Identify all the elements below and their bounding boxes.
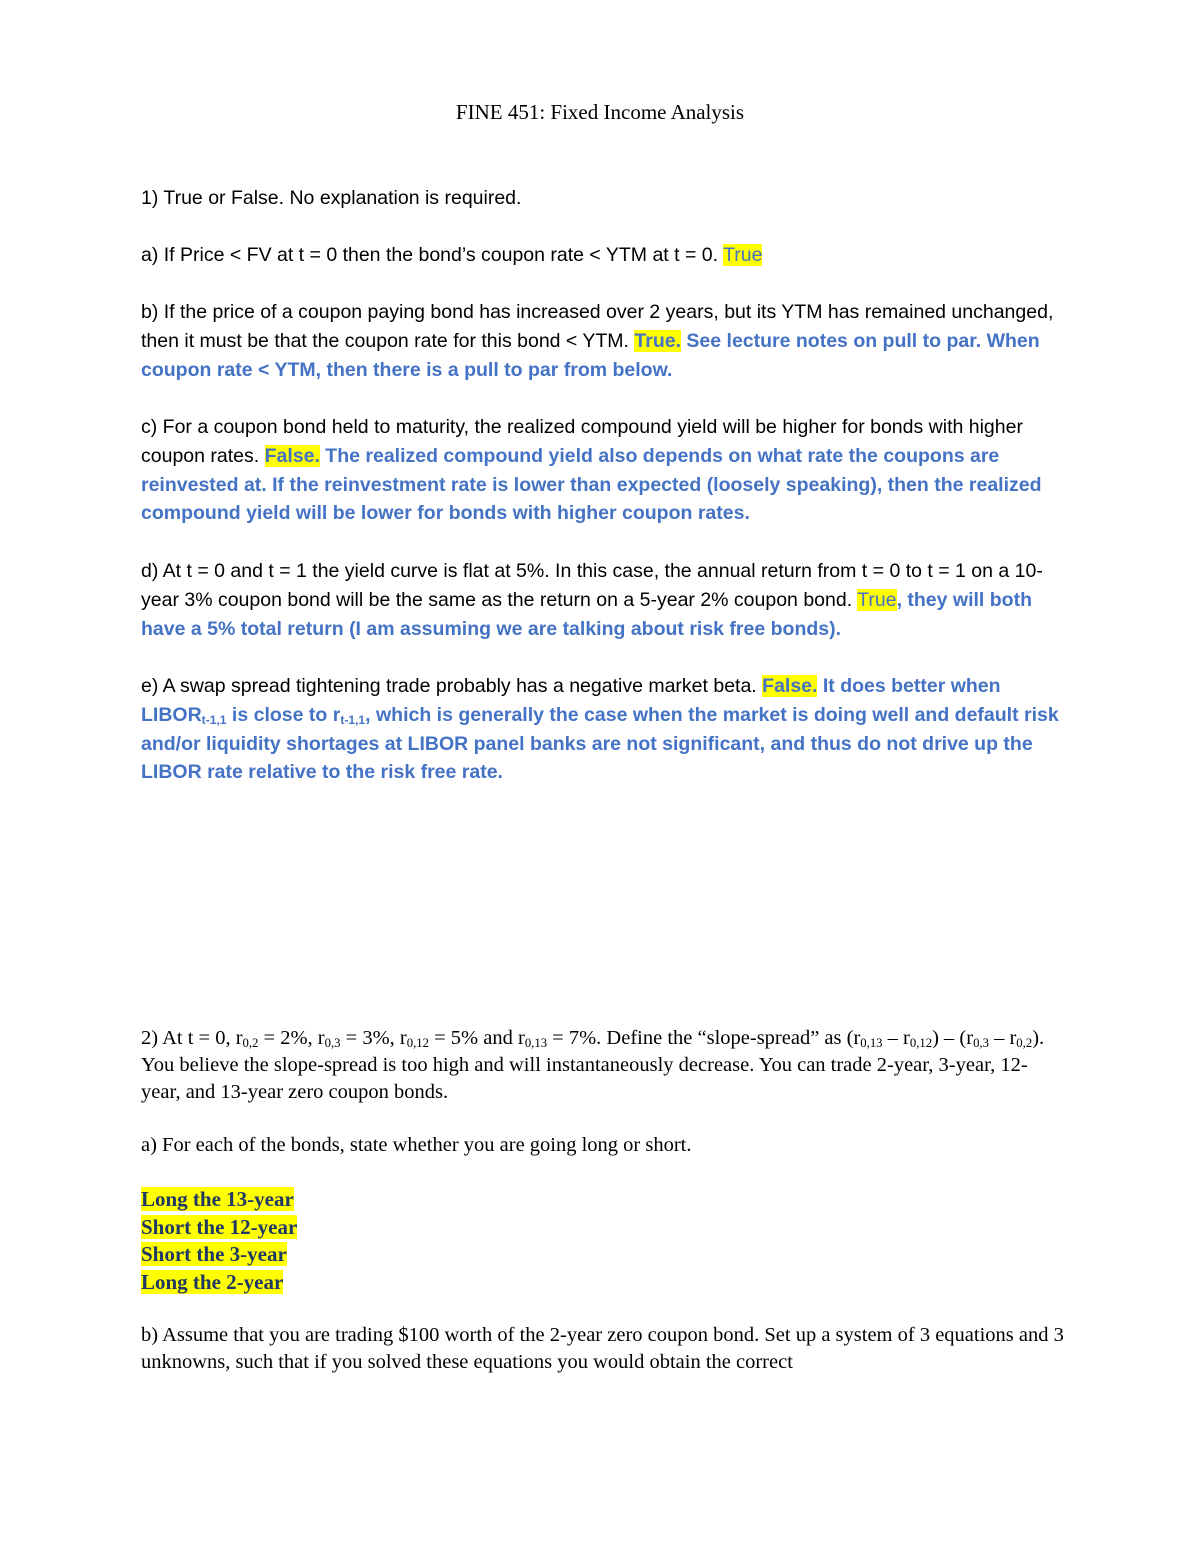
q1-b-answer: True. [634, 329, 681, 352]
q1-d-explanation: , they will both have a 5% total return (I am assuming we are talking about risk free bonds). [141, 588, 1032, 640]
q2-answer-3: Short the 3-year [141, 1242, 287, 1266]
q1-d [141, 557, 1066, 643]
q2-answer-1: Long the 13-year [141, 1187, 294, 1211]
q1-c-text: c) For a coupon bond held to maturity, the realized compound yield will be higher for bonds with higher coupon rates. [141, 416, 1023, 467]
q1-e-sub-2: t-1,1 [340, 712, 366, 727]
q2-subscript: 0,3 [324, 1036, 341, 1051]
list-item [141, 1214, 297, 1242]
q1-e-text: e) A swap spread tightening trade probably has a negative market beta. [141, 675, 763, 697]
q2-answer-2: Short the 12-year [141, 1214, 298, 1239]
q1-b-text: b) If the price of a coupon paying bond has increased over 2 years, but its YTM has remained unchanged, then it must be that the coupon rate for this bond < YTM. [141, 301, 1054, 352]
q1-b [141, 298, 1066, 384]
list-item [141, 1241, 297, 1269]
q2-b: b) Assume that you are trading $100 worth of the 2-year zero coupon bond. Set up a system of 3 equations and 3 unknowns, such that if you solved these equations you would obtain the correct [141, 1324, 1064, 1373]
q2-intro-part: = 5% and r [428, 1027, 525, 1049]
q1-c [141, 413, 1066, 528]
q2-intro [141, 1025, 1066, 1106]
q2-intro-part: = 7%. Define the “slope-spread” as (r [547, 1027, 861, 1049]
q2-a: a) For each of the bonds, state whether you are going long or short. [141, 1134, 692, 1156]
q2-subscript: 0,2 [242, 1036, 259, 1051]
q1-e-sub-1: t-1,1 [201, 712, 227, 727]
q2-intro-part: – r [988, 1027, 1017, 1049]
q1-e-explanation-2: is close to r [226, 703, 341, 726]
q1-header: 1) True or False. No explanation is required. [141, 187, 522, 209]
q1-a [141, 241, 1066, 270]
q2-intro-part: – r [882, 1027, 910, 1049]
q1-e-explanation-1: It does better when LIBOR [141, 675, 1001, 726]
q1-a-answer: True [723, 244, 763, 266]
q1-e-explanation-3: , which is generally the case when the market is doing well and default risk and/or liquidity shortages at LIBOR panel banks are not significant, and thus do not drive up the LIBOR rate relative to the risk free rate. [141, 703, 1059, 784]
q2-answer-4: Long the 2-year [141, 1269, 284, 1294]
q1-b-explanation: See lecture notes on pull to par. When coupon rate < YTM, then there is a pull to par from below. [141, 329, 1040, 381]
list-item [141, 1269, 297, 1297]
q2-subscript: 0,13 [524, 1036, 548, 1051]
q2-subscript: 0,12 [909, 1036, 933, 1051]
q2-subscript: 0,12 [406, 1036, 429, 1051]
document-title: FINE 451: Fixed Income Analysis [455, 100, 745, 124]
q2-answers [141, 1186, 297, 1296]
q1-a-text: a) If Price < FV at t = 0 then the bond’s coupon rate < YTM at t = 0. [141, 244, 724, 266]
q1-d-text: d) At t = 0 and t = 1 the yield curve is flat at 5%. In this case, the annual return from t = 0 to t = 1 on a 10-year 3% coupon bond will be the same as the return on a 5-year 2% coupon bond. [141, 560, 1043, 611]
q2-intro-part: = 3%, r [340, 1027, 407, 1049]
q2-subscript: 0,13 [860, 1036, 883, 1051]
q1-e-answer: False. [762, 675, 818, 697]
q2-intro-part: = 2%, r [258, 1027, 325, 1049]
q2-intro-part: ) – (r [932, 1027, 974, 1049]
q2-intro-part: ). You believe the slope-spread is too high and will instantaneously decrease. You can trade 2-year, 3-year, 12-year, and 13-year zero coupon bonds. [141, 1027, 1045, 1103]
q1-c-explanation: The realized compound yield also depends on what rate the coupons are reinvested at. If the reinvestment rate is lower than expected (loosely speaking), then the realized compound yield will be lower for bonds with higher coupon rates. [141, 444, 1042, 525]
list-item [141, 1186, 297, 1214]
q2-subscript: 0,2 [1016, 1036, 1033, 1051]
q1-e [141, 672, 1066, 787]
q1-c-answer: False. [264, 444, 320, 467]
q1-d-answer: True [857, 588, 897, 611]
q2-intro-part: 2) At t = 0, r [141, 1027, 243, 1049]
q2-subscript: 0,3 [973, 1036, 989, 1051]
